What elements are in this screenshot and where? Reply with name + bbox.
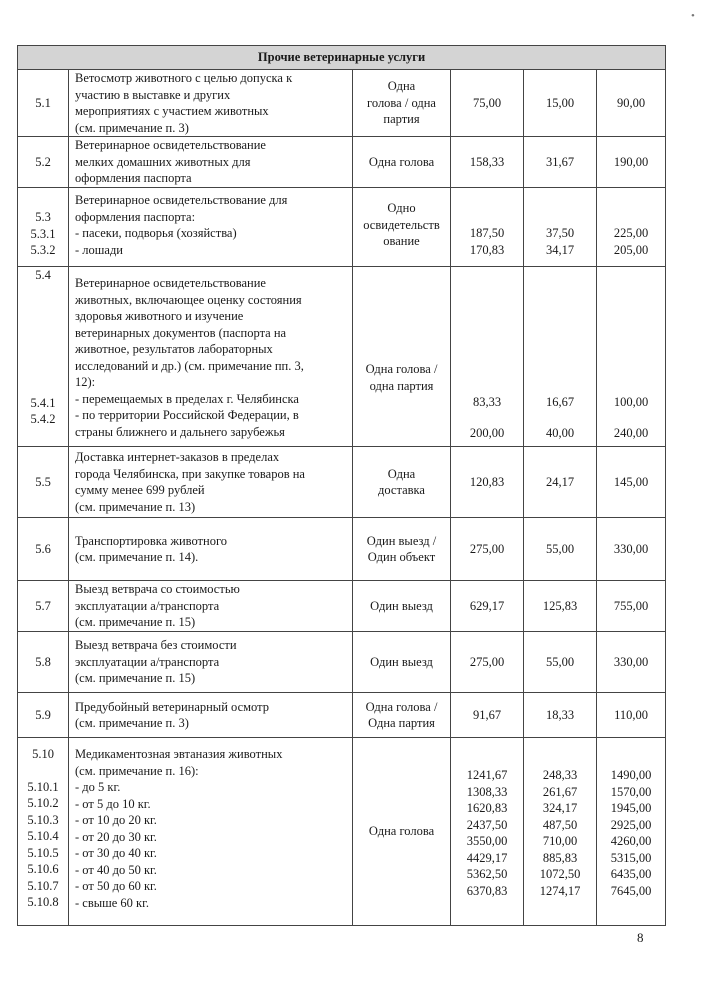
total-line: 110,00 xyxy=(614,707,648,722)
price-line: 1620,83 xyxy=(466,801,508,815)
table-body xyxy=(18,70,666,926)
price-line: 3550,00 xyxy=(466,834,508,848)
price-without-vat-cell xyxy=(451,188,524,267)
vat-cell xyxy=(524,693,597,738)
item-number-cell xyxy=(18,693,69,738)
item-number-line: 5.10.3 xyxy=(27,812,59,827)
item-number-line: 5.9 xyxy=(35,707,51,722)
description-line: Транспортировка животного xyxy=(75,533,228,548)
description-line: (см. примечание п. 3) xyxy=(75,716,189,730)
vat-cell xyxy=(524,70,597,137)
vat-line: 55,00 xyxy=(545,541,575,556)
price-line: 187,50 xyxy=(469,226,505,240)
table-row xyxy=(18,581,666,632)
total-line: 1570,00 xyxy=(610,784,652,799)
total-line: 190,00 xyxy=(613,154,649,169)
item-number-cell xyxy=(18,137,69,188)
description-line: - пасеки, подворья (хозяйства) xyxy=(75,226,237,240)
description-cell xyxy=(69,693,353,738)
price-with-vat-cell xyxy=(597,693,666,738)
price-line: 120,83 xyxy=(469,474,505,489)
description-line: Ветеринарное освидетельствование для xyxy=(75,193,288,207)
vat-line: 487,50 xyxy=(542,817,578,832)
unit-line: одна партия xyxy=(369,378,434,393)
vat-line: 324,17 xyxy=(542,801,578,815)
price-line: 158,33 xyxy=(469,154,505,169)
item-number-line: 5.4.2 xyxy=(30,412,56,426)
price-without-vat-cell xyxy=(451,70,524,137)
description-line: Доставка интернет-заказов в пределах xyxy=(75,450,280,464)
item-number-cell xyxy=(18,518,69,581)
total-line: 145,00 xyxy=(613,474,649,489)
item-number-cell xyxy=(18,632,69,693)
item-number-line: 5.10.8 xyxy=(27,895,59,909)
item-number-line: 5.7 xyxy=(35,598,51,613)
vat-line: 40,00 xyxy=(545,425,575,440)
vat-line: 16,67 xyxy=(545,395,575,409)
page-number: 8 xyxy=(637,930,644,945)
price-with-vat-cell xyxy=(597,70,666,137)
unit-cell xyxy=(353,137,451,188)
unit-cell xyxy=(353,632,451,693)
item-number-line: 5.8 xyxy=(35,654,51,669)
unit-cell xyxy=(353,447,451,518)
item-number-line: 5.3 xyxy=(35,210,51,224)
price-line: 275,00 xyxy=(469,541,505,556)
total-line: 205,00 xyxy=(613,242,649,257)
section-header: Прочие ветеринарные услуги xyxy=(18,46,666,70)
price-line: 83,33 xyxy=(472,395,502,409)
item-number-line: 5.10.4 xyxy=(27,829,59,843)
total-line: 330,00 xyxy=(613,654,649,669)
price-line: 1241,67 xyxy=(466,768,508,782)
description-line: Ветеринарное освидетельствование xyxy=(75,276,266,290)
item-number-cell xyxy=(18,738,69,926)
table-row xyxy=(18,632,666,693)
price-without-vat-cell xyxy=(451,738,524,926)
description-cell xyxy=(69,188,353,267)
total-line: 1490,00 xyxy=(610,768,652,782)
unit-line: Один выезд xyxy=(370,598,433,613)
price-line: 275,00 xyxy=(469,654,505,669)
item-number-line: 5.3.2 xyxy=(30,243,56,257)
price-with-vat-cell xyxy=(597,137,666,188)
description-line: - от 5 до 10 кг. xyxy=(75,796,151,811)
unit-cell xyxy=(353,581,451,632)
price-with-vat-cell xyxy=(597,267,666,447)
description-line: Выезд ветврача без стоимости xyxy=(75,638,237,653)
item-number-line: 5.10.6 xyxy=(27,862,59,876)
price-line: 170,83 xyxy=(469,242,505,257)
table-row xyxy=(18,188,666,267)
description-line: оформления паспорта: xyxy=(75,209,196,224)
description-cell xyxy=(69,137,353,188)
unit-cell xyxy=(353,518,451,581)
description-line: животных, включающее оценку состояния xyxy=(75,292,302,307)
unit-line: Одна голова xyxy=(368,824,435,839)
description-line: Предубойный ветеринарный осмотр xyxy=(75,699,269,714)
description-cell xyxy=(69,70,353,137)
unit-cell xyxy=(353,188,451,267)
description-line: - от 50 до 60 кг. xyxy=(75,879,157,893)
item-number-cell xyxy=(18,581,69,632)
description-line: эксплуатации а/транспорта xyxy=(75,654,220,669)
vat-line: 34,17 xyxy=(545,242,575,257)
item-number-line: 5.3.1 xyxy=(30,226,56,241)
price-with-vat-cell xyxy=(597,188,666,267)
price-line: 91,67 xyxy=(472,707,502,722)
unit-line: Один выезд / xyxy=(366,533,437,548)
description-line: мелких домашних животных для xyxy=(75,154,251,169)
description-line: оформления паспорта xyxy=(75,171,192,186)
item-number-cell xyxy=(18,188,69,267)
corner-mark: • xyxy=(691,10,695,22)
description-line: - лошади xyxy=(75,242,123,257)
description-line: Выезд ветврача со стоимостью xyxy=(75,582,240,597)
vat-cell xyxy=(524,632,597,693)
item-number-cell xyxy=(18,267,69,447)
unit-line: Одна xyxy=(387,79,416,94)
total-line: 330,00 xyxy=(613,541,649,556)
item-number-cell xyxy=(18,447,69,518)
description-line: (см. примечание п. 14). xyxy=(75,550,199,564)
table-header-row xyxy=(18,46,666,70)
item-number-line: 5.5 xyxy=(35,474,51,489)
vat-line: 24,17 xyxy=(545,474,575,489)
vat-line: 1274,17 xyxy=(539,883,581,898)
total-line: 100,00 xyxy=(613,395,649,409)
price-line: 75,00 xyxy=(472,95,502,110)
vat-line: 1072,50 xyxy=(539,867,581,881)
description-line: 12): xyxy=(75,375,96,389)
table-row xyxy=(18,267,666,447)
description-line: - от 20 до 30 кг. xyxy=(75,829,157,844)
description-line: мероприятиях с участием животных xyxy=(75,104,269,118)
unit-line: Одна xyxy=(387,466,416,481)
description-line: страны ближнего и дальнего зарубежья xyxy=(75,424,285,439)
price-line: 200,00 xyxy=(469,425,505,440)
item-number-line: 5.4.1 xyxy=(30,395,56,410)
table-row xyxy=(18,137,666,188)
vat-cell xyxy=(524,447,597,518)
description-line: - по территории Российской Федерации, в xyxy=(75,408,299,422)
description-line: животное, результатов лабораторных xyxy=(75,342,273,356)
table-row xyxy=(18,518,666,581)
table-row xyxy=(18,70,666,137)
price-line: 629,17 xyxy=(469,598,505,613)
vat-line: 261,67 xyxy=(542,784,578,799)
unit-line: освидетельств xyxy=(363,217,440,232)
total-line: 6435,00 xyxy=(610,867,652,881)
vat-line: 710,00 xyxy=(542,834,578,848)
vat-line: 15,00 xyxy=(545,95,575,110)
description-cell xyxy=(69,447,353,518)
item-number-line: 5.10.2 xyxy=(27,796,59,810)
price-without-vat-cell xyxy=(451,137,524,188)
total-line: 7645,00 xyxy=(610,883,652,898)
unit-line: Одна голова xyxy=(368,154,435,169)
item-number-line: 5.10.7 xyxy=(27,878,59,893)
description-line: - свыше 60 кг. xyxy=(75,895,149,910)
price-with-vat-cell xyxy=(597,518,666,581)
vat-cell xyxy=(524,738,597,926)
total-line: 755,00 xyxy=(613,598,649,613)
description-line: исследований и др.) (см. примечание пп. 3, xyxy=(75,358,304,373)
description-line: (см. примечание п. 16): xyxy=(75,763,199,778)
vat-cell xyxy=(524,581,597,632)
total-line: 4260,00 xyxy=(610,834,652,848)
description-line: - перемещаемых в пределах г. Челябинска xyxy=(75,391,299,406)
unit-line: Один выезд xyxy=(370,654,433,669)
total-line: 5315,00 xyxy=(610,850,652,865)
total-line: 225,00 xyxy=(613,226,649,240)
description-line: - от 30 до 40 кг. xyxy=(75,846,157,860)
item-number-line: 5.10.5 xyxy=(27,845,59,860)
unit-line: партия xyxy=(383,112,420,127)
price-with-vat-cell xyxy=(597,738,666,926)
description-line: города Челябинска, при закупке товаров на xyxy=(75,466,305,481)
price-with-vat-cell xyxy=(597,632,666,693)
price-without-vat-cell xyxy=(451,518,524,581)
price-line: 6370,83 xyxy=(466,883,508,898)
total-line: 2925,00 xyxy=(610,817,652,832)
description-line: участию в выставке и других xyxy=(75,87,231,102)
description-cell xyxy=(69,581,353,632)
price-with-vat-cell xyxy=(597,581,666,632)
total-line: 90,00 xyxy=(616,95,646,110)
item-number-line: 5.10 xyxy=(32,747,54,761)
price-line: 1308,33 xyxy=(466,784,508,799)
price-without-vat-cell xyxy=(451,632,524,693)
item-number-line: 5.6 xyxy=(35,541,51,556)
vat-line: 125,83 xyxy=(542,598,578,613)
description-line: Ветеринарное освидетельствование xyxy=(75,138,266,153)
item-number-line: 5.1 xyxy=(35,95,51,110)
description-line: - до 5 кг. xyxy=(75,780,121,794)
unit-line: Одно xyxy=(387,201,416,215)
unit-line: Одна голова / xyxy=(365,362,438,376)
description-cell xyxy=(69,738,353,926)
vat-line: 37,50 xyxy=(545,226,575,240)
vat-cell xyxy=(524,267,597,447)
vat-cell xyxy=(524,188,597,267)
price-with-vat-cell xyxy=(597,447,666,518)
description-line: (см. примечание п. 15) xyxy=(75,671,196,686)
description-line: (см. примечание п. 15) xyxy=(75,615,196,630)
description-line: (см. примечание п. 13) xyxy=(75,499,196,514)
table-row xyxy=(18,738,666,926)
unit-cell xyxy=(353,738,451,926)
vat-line: 248,33 xyxy=(542,768,578,782)
price-line: 4429,17 xyxy=(466,850,508,865)
description-cell xyxy=(69,518,353,581)
total-line: 1945,00 xyxy=(610,801,652,815)
vat-cell xyxy=(524,137,597,188)
vat-line: 885,83 xyxy=(542,850,578,865)
item-number-line: 5.4 xyxy=(35,268,51,282)
price-without-vat-cell xyxy=(451,267,524,447)
unit-line: Одна партия xyxy=(368,716,435,730)
description-line: здоровья животного и изучение xyxy=(75,309,244,323)
price-line: 5362,50 xyxy=(466,867,508,881)
price-table xyxy=(17,45,666,926)
description-line: Медикаментозная эвтаназия животных xyxy=(75,747,283,761)
vat-cell xyxy=(524,518,597,581)
price-without-vat-cell xyxy=(451,693,524,738)
item-number-line: 5.2 xyxy=(35,154,51,169)
description-cell xyxy=(69,632,353,693)
table-row xyxy=(18,447,666,518)
description-line: эксплуатации а/транспорта xyxy=(75,598,220,613)
vat-line: 18,33 xyxy=(545,707,575,722)
unit-line: доставка xyxy=(378,483,425,497)
item-number-line: 5.10.1 xyxy=(27,779,59,794)
description-line: ветеринарных документов (паспорта на xyxy=(75,325,287,340)
item-number-cell xyxy=(18,70,69,137)
description-line: сумму менее 699 рублей xyxy=(75,483,205,497)
unit-line: голова / одна xyxy=(367,95,436,110)
description-line: (см. примечание п. 3) xyxy=(75,120,189,135)
unit-line: Одна голова / xyxy=(365,699,438,714)
unit-cell xyxy=(353,693,451,738)
vat-line: 31,67 xyxy=(545,154,575,169)
unit-cell xyxy=(353,70,451,137)
unit-cell xyxy=(353,267,451,447)
price-without-vat-cell xyxy=(451,447,524,518)
description-line: - от 40 до 50 кг. xyxy=(75,862,157,877)
table-row xyxy=(18,693,666,738)
unit-line: ование xyxy=(383,234,420,248)
total-line: 240,00 xyxy=(613,425,649,440)
price-line: 2437,50 xyxy=(466,817,508,832)
price-without-vat-cell xyxy=(451,581,524,632)
description-line: - от 10 до 20 кг. xyxy=(75,813,157,827)
unit-line: Один объект xyxy=(367,550,436,564)
vat-line: 55,00 xyxy=(545,654,575,669)
description-line: Ветосмотр животного с целью допуска к xyxy=(75,71,293,85)
description-cell xyxy=(69,267,353,447)
